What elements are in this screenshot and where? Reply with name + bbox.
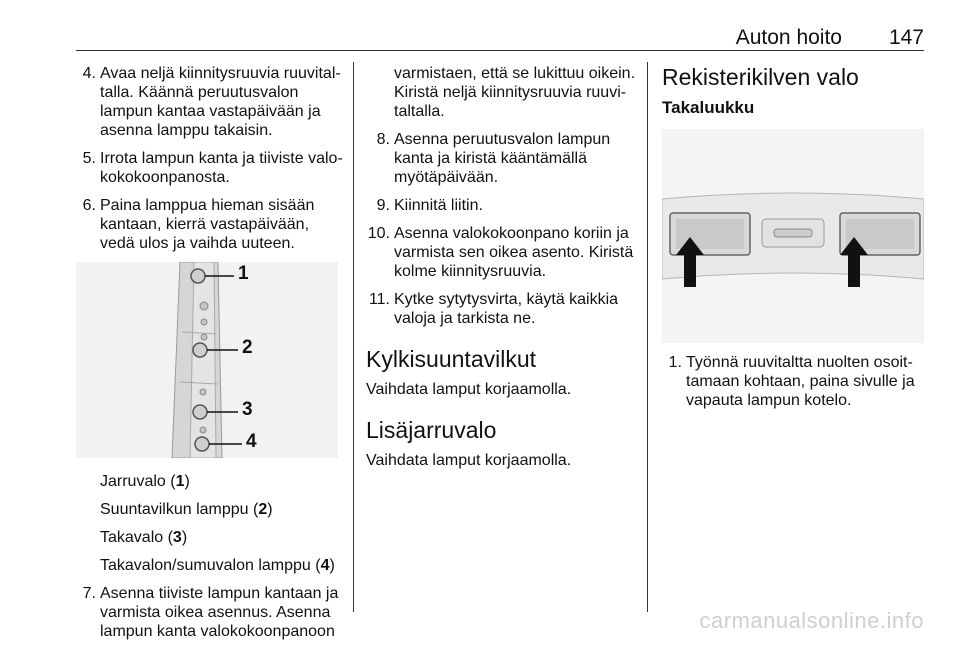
step-number: 9. — [376, 197, 390, 214]
step-number: 6. — [82, 197, 96, 214]
section-heading-kylkisuuntavilkut: Kylkisuuntavilkut — [366, 346, 537, 372]
legend-item-3 — [76, 528, 346, 547]
tail-lamp-figure — [76, 262, 338, 458]
section-text: Vaihdata lamput korjaamolla. — [366, 381, 572, 398]
callout-4: 4 — [246, 431, 257, 452]
legend-label: Suuntavilkun lamppu ( — [100, 501, 259, 518]
step-text: Työnnä ruuvitaltta nuolten osoittamaan kohtaan, paina sivulle ja vapauta lampun kotelo. — [686, 354, 915, 409]
column-divider-2 — [647, 62, 648, 612]
step-number: 1. — [668, 354, 682, 371]
page-header — [0, 26, 924, 56]
step-10 — [366, 224, 638, 281]
step-5 — [76, 149, 346, 187]
column-3 — [662, 64, 924, 419]
callout-1: 1 — [238, 263, 249, 284]
callout-2: 2 — [242, 337, 253, 358]
subheading-takaluukku: Takaluukku — [662, 98, 755, 117]
license-plate-lamp-illustration — [662, 129, 924, 343]
legend-number: 1 — [175, 473, 185, 490]
legend-number: 4 — [320, 557, 330, 574]
step-9 — [366, 196, 638, 215]
legend-item-4 — [76, 556, 346, 575]
legend-close: ) — [184, 473, 190, 490]
step-text: Asenna peruutusvalon lampun kanta ja kiristä kääntämällä myötäpäivään. — [394, 131, 611, 186]
column-divider-1 — [353, 62, 354, 612]
step-number: 5. — [82, 150, 96, 167]
step-4 — [76, 64, 346, 140]
legend-label: Jarruvalo ( — [100, 473, 176, 490]
step-text: Paina lamppua hieman sisään kantaan, kierrä vastapäivään, vedä ulos ja vaihda uuteen. — [100, 197, 315, 252]
page-number: 147 — [888, 26, 924, 49]
column-1 — [76, 64, 346, 650]
header-title: Auton hoito — [735, 26, 842, 49]
legend-label: Takavalo ( — [100, 529, 173, 546]
section-text: Vaihdata lamput korjaamolla. — [366, 452, 572, 469]
legend-number: 3 — [172, 529, 182, 546]
column-2 — [366, 64, 638, 478]
step-text: Kiinnitä liitin. — [394, 197, 483, 214]
step-number: 4. — [82, 65, 96, 82]
step-6 — [76, 196, 346, 253]
legend-close: ) — [329, 557, 335, 574]
step-text: Avaa neljä kiinnitysruuvia ruuvitaltalla. Käännä peruutusvalon lampun kantaa vastapäivään ja asenna lamppu takaisin. — [100, 65, 341, 139]
step-7 — [76, 584, 346, 641]
legend-close: ) — [267, 501, 273, 518]
legend-item-2 — [76, 500, 346, 519]
section-heading-rekisterikilven-valo: Rekisterikilven valo — [662, 64, 859, 90]
step-number: 11. — [368, 291, 390, 308]
callout-3: 3 — [242, 399, 253, 420]
step-number: 8. — [376, 131, 390, 148]
step-number: 7. — [82, 585, 96, 602]
license-plate-lamp-figure — [662, 129, 924, 343]
legend-item-1 — [76, 472, 346, 491]
tail-lamp-illustration — [76, 262, 338, 458]
step-1 — [662, 353, 924, 410]
legend-label: Takavalon/sumuvalon lamppu ( — [100, 557, 321, 574]
step-text: Asenna tiiviste lampun kantaan ja varmista oikea asennus. Asenna lampun kanta valokokoonpanoon — [100, 585, 339, 640]
legend-close: ) — [181, 529, 188, 546]
step-7-continuation: varmistaen, että se lukittuu oikein. Kiristä neljä kiinnitysruuvia ruuvitaltalla. — [394, 65, 636, 120]
step-11 — [366, 290, 638, 328]
step-text: Irrota lampun kanta ja tiiviste valokokokoonpanosta. — [100, 150, 343, 186]
step-number: 10. — [367, 225, 390, 242]
legend-number: 2 — [258, 501, 268, 518]
section-heading-lisajarruvalo: Lisäjarruvalo — [366, 417, 497, 443]
step-text: Kytke sytytysvirta, käytä kaikkia valoja ja tarkista ne. — [394, 291, 619, 327]
watermark: carmanualsonline.info — [699, 608, 924, 633]
step-8 — [366, 130, 638, 187]
header-rule — [76, 50, 924, 51]
step-text: Asenna valokokoonpano koriin ja varmista sen oikea asento. Kiristä kolme kiinnitysruuvia. — [394, 225, 634, 280]
